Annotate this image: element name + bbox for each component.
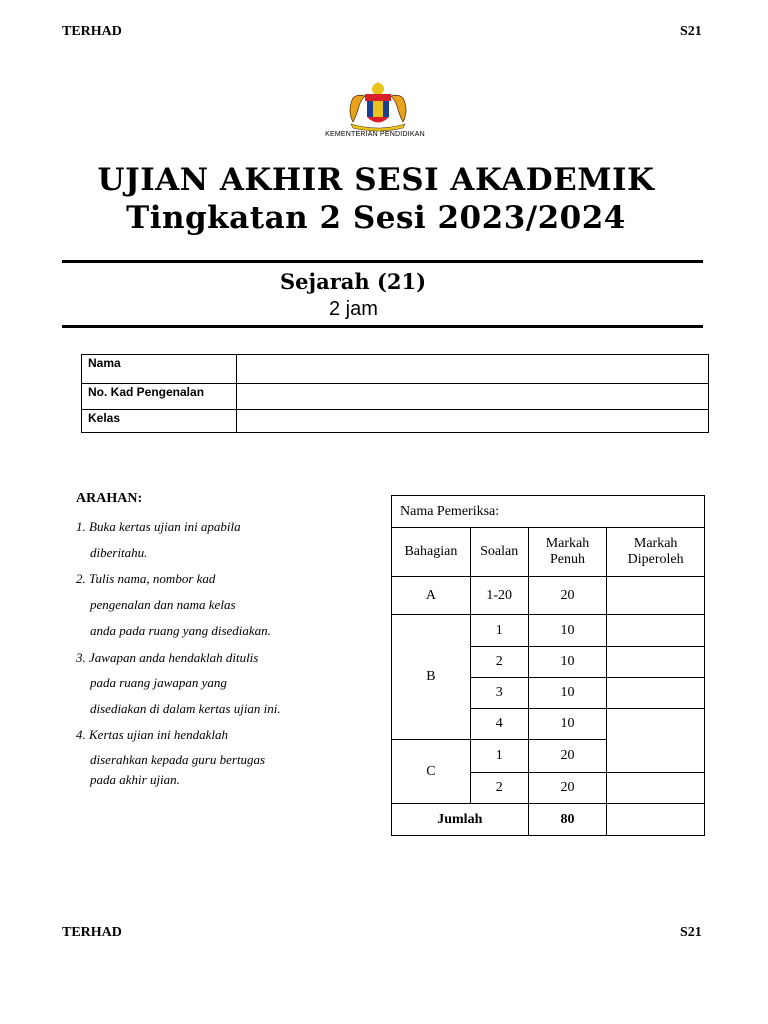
footer-paper-code-right: S21: [680, 925, 702, 940]
malaysia-coat-of-arms-icon: [343, 80, 413, 132]
full-mark-cell: 10: [528, 709, 607, 740]
identity-label: Kelas: [82, 410, 237, 433]
col-header-section: Bahagian: [392, 528, 471, 577]
identity-row-name: [82, 355, 709, 384]
footer-classification-left: TERHAD: [62, 925, 122, 940]
full-mark-cell: 20: [528, 577, 607, 615]
col-header-marks-obtained: Markah Diperoleh: [607, 528, 705, 577]
question-cell: 1: [470, 740, 528, 773]
instruction-line: anda pada ruang yang disediakan.: [90, 623, 271, 638]
total-full-marks: 80: [528, 804, 607, 836]
instruction-line: diberitahu.: [90, 545, 148, 560]
obtained-mark-cell[interactable]: [607, 647, 705, 678]
marks-table: [391, 495, 705, 836]
question-cell: 2: [470, 647, 528, 678]
exam-title: UJIAN AKHIR SESI AKADEMIK: [97, 162, 655, 198]
ic-number-field[interactable]: [237, 384, 709, 410]
subject-title: Sejarah (21): [280, 269, 427, 294]
instruction-line: diserahkan kepada guru bertugas: [90, 752, 266, 767]
divider-bottom: [62, 325, 703, 328]
obtained-mark-cell[interactable]: [607, 773, 705, 804]
divider-top: [62, 260, 703, 263]
examiner-name-field[interactable]: Nama Pemeriksa:: [392, 496, 705, 528]
table-row: [392, 577, 705, 615]
instruction-line: 2. Tulis nama, nombor kad: [76, 571, 216, 586]
question-cell: 1-20: [470, 577, 528, 615]
total-label: Jumlah: [392, 804, 529, 836]
instructions-heading: ARAHAN:: [76, 491, 143, 506]
identity-label: Nama: [82, 355, 237, 384]
section-cell: C: [392, 740, 471, 804]
question-cell: 4: [470, 709, 528, 740]
full-mark-cell: 20: [528, 773, 607, 804]
question-cell: 1: [470, 615, 528, 647]
question-cell: 2: [470, 773, 528, 804]
table-row: [392, 615, 705, 647]
exam-duration: 2 jam: [329, 298, 378, 320]
identity-label: No. Kad Pengenalan: [82, 384, 237, 410]
full-mark-cell: 10: [528, 615, 607, 647]
col-header-full-marks: Markah Penuh: [528, 528, 607, 577]
identity-row-class: [82, 410, 709, 433]
name-field[interactable]: [237, 355, 709, 384]
ministry-caption: KEMENTERIAN PENDIDIKAN: [325, 131, 425, 138]
full-mark-cell: 10: [528, 647, 607, 678]
student-identity-table: [81, 354, 709, 433]
class-field[interactable]: [237, 410, 709, 433]
header-classification-left: TERHAD: [62, 24, 122, 39]
instruction-line: 3. Jawapan anda hendaklah ditulis: [76, 650, 259, 665]
instruction-line: pada ruang jawapan yang: [90, 675, 227, 690]
instruction-line: disediakan di dalam kertas ujian ini.: [90, 701, 281, 716]
exam-subtitle: Tingkatan 2 Sesi 2023/2024: [126, 200, 626, 236]
obtained-mark-cell[interactable]: [607, 577, 705, 615]
instruction-line: 4. Kertas ujian ini hendaklah: [76, 727, 229, 742]
section-cell: A: [392, 577, 471, 615]
obtained-mark-cell[interactable]: [607, 678, 705, 709]
identity-row-ic: [82, 384, 709, 410]
instruction-line: pengenalan dan nama kelas: [90, 597, 236, 612]
obtained-mark-cell[interactable]: [607, 709, 705, 773]
header-paper-code-right: S21: [680, 24, 702, 39]
question-cell: 3: [470, 678, 528, 709]
total-obtained-cell[interactable]: [607, 804, 705, 836]
full-mark-cell: 10: [528, 678, 607, 709]
obtained-mark-cell[interactable]: [607, 615, 705, 647]
col-header-question: Soalan: [470, 528, 528, 577]
section-cell: B: [392, 615, 471, 740]
instruction-line: pada akhir ujian.: [90, 772, 180, 787]
full-mark-cell: 20: [528, 740, 607, 773]
instruction-line: 1. Buka kertas ujian ini apabila: [76, 519, 241, 534]
total-row: [392, 804, 705, 836]
